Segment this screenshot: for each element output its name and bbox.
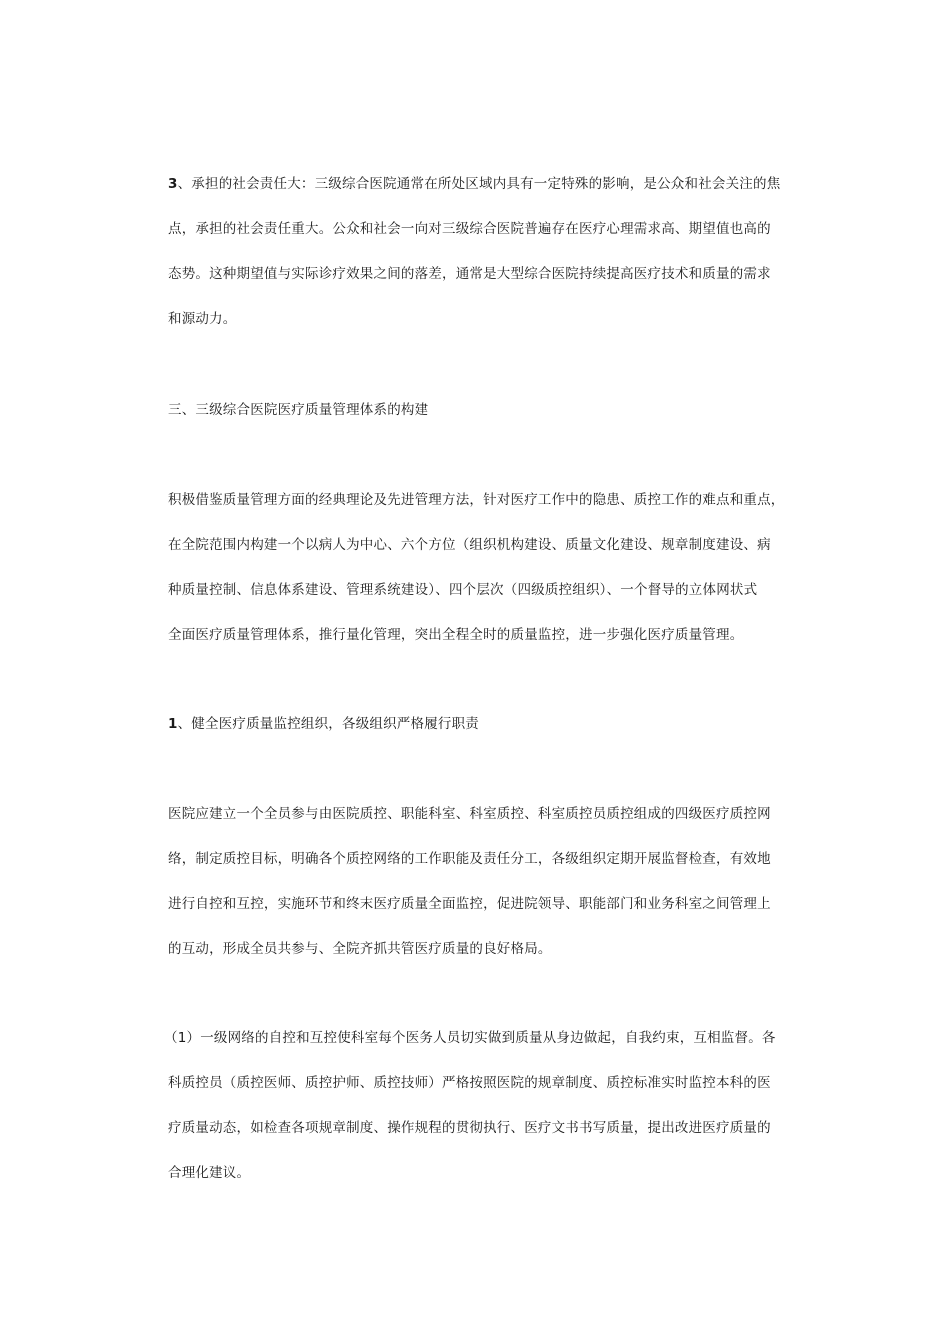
- text-line: 点，承担的社会责任重大。公众和社会一向对三级综合医院普遍存在医疗心理需求高、期望值也高的: [168, 221, 771, 237]
- text-line: 和源动力。: [168, 311, 237, 327]
- paragraph-quality-network: [168, 806, 808, 986]
- text-line: 进行自控和互控，实施环节和终末医疗质量全面监控，促进院领导、职能部门和业务科室之间管理上: [168, 896, 771, 912]
- paragraph-system-construction: [168, 492, 808, 672]
- subsection-heading: [168, 716, 808, 761]
- item-number: （1）: [164, 1030, 201, 1046]
- text-line-content: 、承担的社会责任大：三级综合医院通常在所处区域内具有一定特殊的影响，是公众和社会关注的焦: [177, 176, 781, 192]
- item-number: 1: [168, 716, 178, 732]
- paragraph-first-level-network: [164, 1030, 808, 1210]
- text-line: 科质控员（质控医师、质控护师、质控技师）严格按照医院的规章制度、质控标准实时监控本科的医: [168, 1075, 771, 1091]
- text-line: 络，制定质控目标，明确各个质控网络的工作职能及责任分工，各级组织定期开展监督检查，有效地: [168, 851, 771, 867]
- section-heading-text: 三、三级综合医院医疗质量管理体系的构建: [168, 402, 429, 418]
- text-line: 态势。这种期望值与实际诊疗效果之间的落差，通常是大型综合医院持续提高医疗技术和质量的需求: [168, 266, 771, 282]
- text-line: 积极借鉴质量管理方面的经典理论及先进管理方法，针对医疗工作中的隐患、质控工作的难点和重点，: [168, 492, 785, 508]
- text-line: 在全院范围内构建一个以病人为中心、六个方位（组织机构建设、质量文化建设、规章制度建设、病: [168, 537, 771, 553]
- subsection-heading-content: 、健全医疗质量监控组织，各级组织严格履行职责: [177, 716, 479, 732]
- text-line: 全面医疗质量管理体系，推行量化管理，突出全程全时的质量监控，进一步强化医疗质量管理。: [168, 627, 744, 643]
- item-number: 3: [168, 176, 178, 192]
- text-line: [164, 1030, 808, 1075]
- text-line: 合理化建议。: [168, 1165, 251, 1181]
- text-line: 种质量控制、信息体系建设、管理系统建设）、四个层次（四级质控组织）、一个督导的立体网状式: [168, 582, 758, 598]
- paragraph-social-responsibility: [168, 176, 808, 356]
- text-line: 的互动，形成全员共参与、全院齐抓共管医疗质量的良好格局。: [168, 941, 552, 957]
- text-line: 疗质量动态，如检查各项规章制度、操作规程的贯彻执行、医疗文书书写质量，提出改进医疗质量的: [168, 1120, 771, 1136]
- subsection-heading-text: [168, 716, 808, 761]
- text-line: [168, 176, 808, 221]
- text-line-content: 一级网络的自控和互控使科室每个医务人员切实做到质量从身边做起，自我约束，互相监督。各: [200, 1030, 776, 1046]
- section-heading: [168, 402, 808, 447]
- text-line: 医院应建立一个全员参与由医院质控、职能科室、科室质控、科室质控员质控组成的四级医疗质控网: [168, 806, 771, 822]
